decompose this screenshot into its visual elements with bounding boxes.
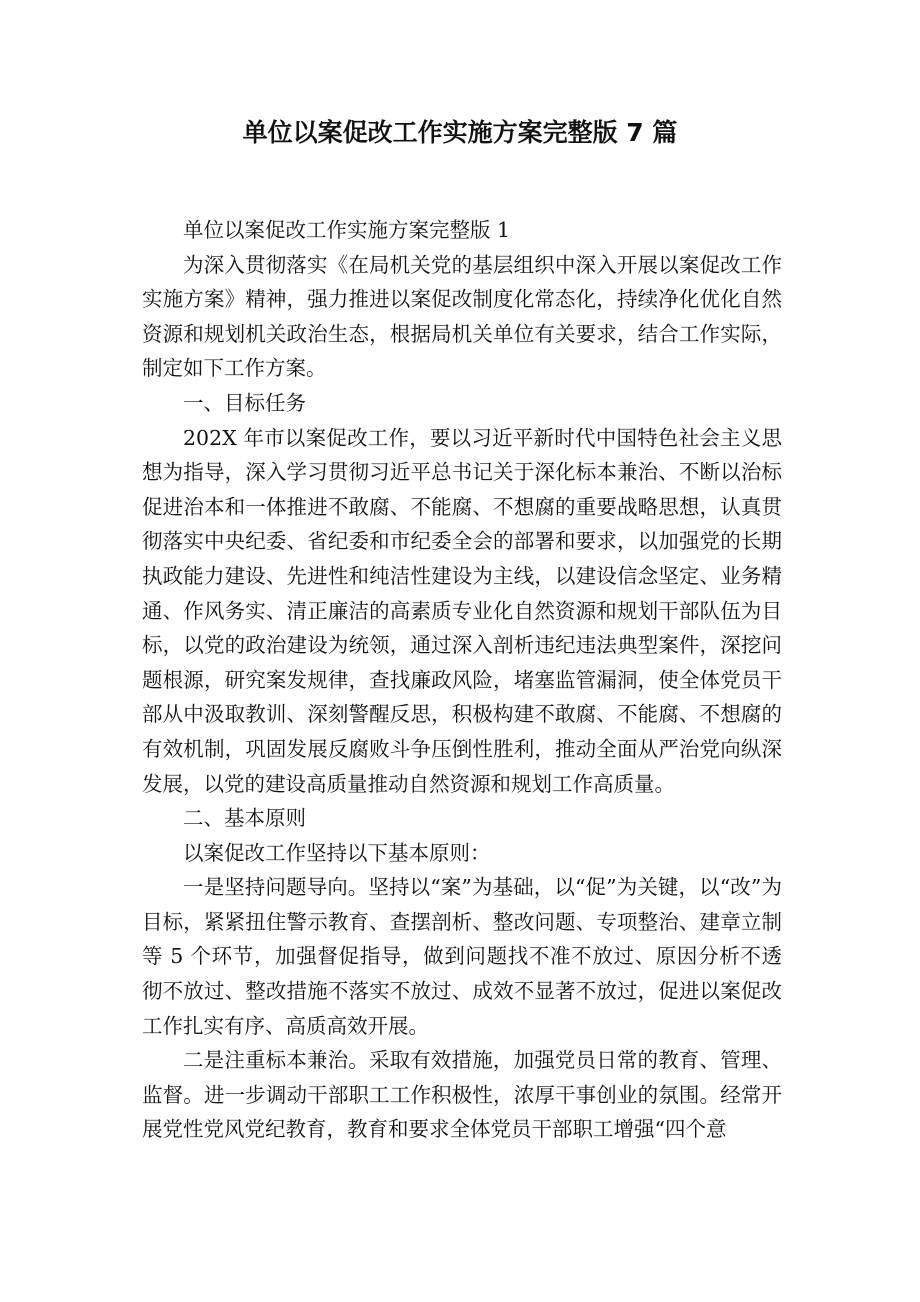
subtitle-paragraph: 单位以案促改工作实施方案完整版 1 — [183, 218, 511, 242]
principle-two-paragraph: 二是注重标本兼治。采取有效措施，加强党员日常的教育、管理、监督。进一步调动干部职工工作积极性，浓厚干事创业的氛围。经常开展党性党风党纪教育，教育和要求全体党员干部职工增强“四个意 — [142, 1048, 782, 1142]
intro-paragraph: 为深入贯彻落实《在局机关党的基层组织中深入开展以案促改工作实施方案》精神，强力推进以案促改制度化常态化，持续净化优化自然资源和规划机关政治生态，根据局机关单位有关要求，结合工作实际，制定如下工作方案。 — [142, 252, 782, 381]
principles-intro-paragraph: 以案促改工作坚持以下基本原则： — [183, 840, 491, 865]
section-heading-goals: 一、目标任务 — [183, 390, 306, 415]
section-heading-principles: 二、基本原则 — [183, 806, 306, 831]
goals-paragraph: 202X 年市以案促改工作，要以习近平新时代中国特色社会主义思想为指导，深入学习贯彻习近平总书记关于深化标本兼治、不断以治标促进治本和一体推进不敢腐、不能腐、不想腐的重要战略思想，认真贯彻落实中央纪委、省纪委和市纪委全会的部署和要求，以加强党的长期执政能力建设、先进性和纯洁性建设为主线，以建设信念坚定、业务精通、作风务实、清正廉洁的高素质专业化自然资源和规划干部队伍为目标，以党的政治建设为统领，通过深入剖析违纪违法典型案件，深挖问题根源，研究案发规律，查找廉政风险，堵塞监管漏洞，使全体党员干部从中汲取教训、深刻警醒反思，积极构建不敢腐、不能腐、不想腐的有效机制，巩固发展反腐败斗争压倒性胜利，推动全面从严治党向纵深发展，以党的建设高质量推动自然资源和规划工作高质量。 — [142, 425, 782, 796]
principle-one-paragraph: 一是坚持问题导向。坚持以“案”为基础，以“促”为关键，以“改”为目标，紧紧扭住警示教育、查摆剖析、整改问题、专项整治、建章立制等 5 个环节，加强督促指导，做到问题找不准不放过、原因分析不透彻不放过、整改措施不落实不放过、成效不显著不放过，促进以案促改工作扎实有序、高质高效开展。 — [142, 875, 782, 1038]
document-title: 单位以案促改工作实施方案完整版 7 篇 — [242, 118, 678, 147]
document-body — [142, 213, 782, 1147]
